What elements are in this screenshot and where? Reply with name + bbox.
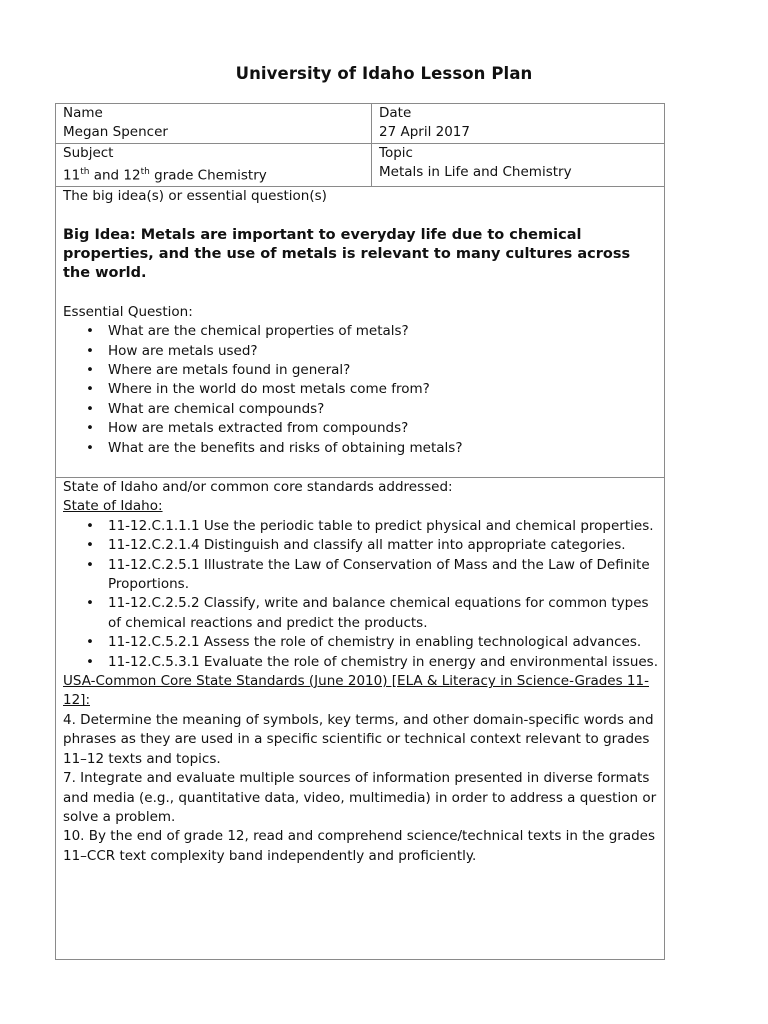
- standards-cell: [56, 478, 665, 960]
- list-item: • What are the chemical properties of metals?: [108, 322, 658, 341]
- subject-value-part2: and 12: [89, 167, 141, 184]
- list-item: • 11-12.C.1.1.1 Use the periodic table to predict physical and chemical properties.: [108, 517, 658, 536]
- common-core-heading: USA-Common Core State Standards (June 2010) [ELA & Literacy in Science-Grades 11-12]:: [63, 673, 649, 709]
- subject-cell: [56, 143, 372, 186]
- list-item: • 11-12.C.5.3.1 Evaluate the role of chemistry in energy and environmental issues.: [108, 653, 658, 672]
- list-item: • How are metals used?: [108, 342, 658, 361]
- list-item: • 11-12.C.5.2.1 Assess the role of chemistry in enabling technological advances.: [108, 633, 658, 652]
- common-core-item: 7. Integrate and evaluate multiple sources of information presented in diverse formats and media (e.g., quantitative data, video, multimedia) in order to address a question or solve a problem.: [63, 770, 657, 825]
- list-item: • Where are metals found in general?: [108, 361, 658, 380]
- standards-heading: State of Idaho and/or common core standards addressed:: [63, 479, 453, 495]
- list-item: • 11-12.C.2.5.1 Illustrate the Law of Conservation of Mass and the Law of Definite Proportions.: [108, 556, 658, 595]
- lesson-plan-table: [55, 103, 665, 960]
- common-core-item: 10. By the end of grade 12, read and comprehend science/technical texts in the grades 11–CCR text complexity band independently and proficiently.: [63, 828, 655, 864]
- idaho-heading: State of Idaho:: [63, 498, 163, 515]
- standards-row: [56, 478, 665, 960]
- name-label: Name: [63, 105, 103, 121]
- page-title: University of Idaho Lesson Plan: [235, 64, 533, 83]
- subject-label: Subject: [63, 144, 114, 161]
- subject-value: [63, 163, 365, 186]
- big-idea-statement: Big Idea: Metals are important to everyday life due to chemical properties, and the use of metals is relevant to many cultures across the world.: [63, 226, 631, 282]
- list-item: • What are the benefits and risks of obtaining metals?: [108, 439, 658, 458]
- subject-value-sup2: th: [140, 167, 150, 178]
- list-item: • What are chemical compounds?: [108, 400, 658, 419]
- big-idea-row: [56, 187, 665, 478]
- date-label: Date: [379, 105, 412, 121]
- subject-topic-row: [56, 143, 665, 186]
- date-value: 27 April 2017: [379, 124, 470, 141]
- list-item: • Where in the world do most metals come from?: [108, 380, 658, 399]
- topic-cell: [372, 143, 665, 186]
- name-date-row: [56, 104, 665, 144]
- subject-value-part1: 11: [63, 167, 81, 184]
- topic-label: Topic: [379, 144, 413, 161]
- big-idea-cell: [56, 187, 665, 478]
- subject-value-part3: grade Chemistry: [149, 167, 267, 184]
- list-item: • 11-12.C.2.1.4 Distinguish and classify all matter into appropriate categories.: [108, 536, 658, 555]
- name-cell: [56, 104, 372, 144]
- date-cell: [372, 104, 665, 144]
- list-item: • How are metals extracted from compounds?: [108, 419, 658, 438]
- essential-question-list: [63, 322, 658, 458]
- subject-value-sup1: th: [80, 167, 90, 178]
- topic-value: Metals in Life and Chemistry: [379, 164, 572, 181]
- essential-question-heading: Essential Question:: [63, 303, 193, 320]
- big-idea-heading: The big idea(s) or essential question(s): [63, 188, 327, 205]
- name-value: Megan Spencer: [63, 124, 168, 141]
- common-core-item: 4. Determine the meaning of symbols, key terms, and other domain-specific words and phrases as they are used in a specific scientific or technical context relevant to grades 11–12 texts and topics.: [63, 711, 654, 767]
- idaho-standards-list: [63, 517, 658, 672]
- list-item: • 11-12.C.2.5.2 Classify, write and balance chemical equations for common types of chemical reactions and predict the products.: [108, 594, 658, 633]
